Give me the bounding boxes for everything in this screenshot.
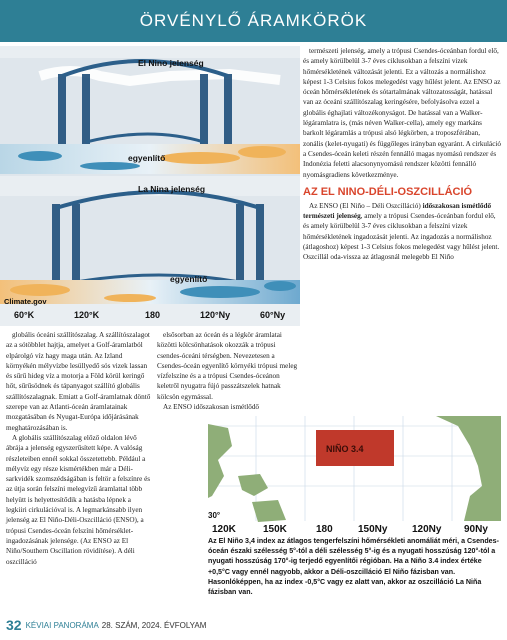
magazine-name: KÉVIAI PANORÁMA [25,620,99,630]
fig2-tick-lat: 30° [208,511,221,520]
fig1-tick-120k: 120°K [74,310,100,320]
col1-paragraph-1: globális óceáni szállítószalag. A szállítószalagot az a sótöbblet hajtja, amelyet a Golf-áramlatból elpárolgó víz hagy maga után. Az Izland környékén mélyvízbe lesüllyedő sós vizek lassan és sűrű hideg víz a motorja a Föld körül keringő hőt, sűrűsödnek és tápanyagot szállító globális szállítószalagnak. Emiatt a Golf-áramlatnak döntő szerepe van az Atlanti-óceán áramlatainak mozgatásában és Nyugat-Európa időjárásának meghatározásában is. [6,331,151,432]
page-title: ÖRVÉNYLŐ ÁRAMKÖRÖK [139,11,368,30]
el-nino-la-nina-figure [0,46,300,326]
equator-label-2: egyenlítő [170,274,208,284]
fig2-tick-120ny: 120Ny [412,524,442,534]
fig2-tick-120k: 120K [212,524,236,534]
right-column-text [303,46,501,263]
figure-caption: Az El Niño 3,4 index az átlagos tengerfelszíni hőmérsékleti anomáliát méri, a Csendes-óceán északi szélesség 5°-tól a déli szélesség 5°-ig és a nyugati hosszúság 120°-tól a nyugati hosszúság 170°-ig terjedő egyenlítői régióban. Ha a Niño 3.4 index értéke +0,5°C vagy ennél nagyobb, akkor a Déli-oszcilláció El Niño fázisban van. Hasonlóképpen, ha az index -0,5°C vagy ez alatt van, akkor az oszcilláció La Niña fázisban van. [208,537,499,597]
issue-info: 28. SZÁM, 2024. ÉVFOLYAM [101,620,207,630]
col2-paragraph-1: elsősorban az óceán és a légkör áramlatai közötti kölcsönhatások okozzák a trópusi csendes-óceáni térségben. Nevezetesen a Csendes-óceán egyenlítő környéki trópusi meleg vízfelszíne és a a trópusi Csendes-óceánon keletről nyugatra fújó passzátszelek hatnak kölcsön egymással. [157,331,298,401]
fig2-tick-180: 180 [316,524,333,534]
left-column-text [6,330,151,567]
p2-text-c: , amely a trópusi Csendes-óceánban fordul elő, és amely körülbelül 3-7 éves ciklusokban a felszíni vizek hőmérsékletének ingadozását jelenti. Az ingadozás a normálishoz (átlagoshoz) képest 1-3 Celsius fokos melegedést vagy hűlést jelent. Oszcillál oda-vissza az átlagosnál melegebb El Niño [303,212,500,262]
page-number: 32 [6,617,22,633]
page-header [0,0,507,42]
middle-column-text [157,330,300,412]
right-paragraph-1: természeti jelenség, amely a trópusi Csendes-óceánban fordul elő, és amely körülbelül 3-7 éves ciklusokban a felszíni vizek hőmérsékletének változását jelenti. Ez a változás a normálishoz képest 1-3 Celsius fokos melegedést vagy hűlést jelent. Az ENSO az óceán hőmérsékletének és sótartalmának változatosságát, hatással van az óceáni szállítószalag keringésére, befolyásolva ezzel a globális éghajlati változékonyságot. De hatással van a Walker-légáramlatra is, (más néven Walker-cella), amely egy markáns barkolt légáramlás a trópusi alsó légkörben, a troposzférában, zonális (kelet-nyugati) és függőleges irányban egyaránt. A cirkuláció a Csendes-óceán keleti részén fennálló magas nyomású rendszer és Indonézia feletti alacsonynyomású rendszer közötti fennálló nyomásgradiens következménye. [303,47,501,179]
fig1-tick-180: 180 [145,310,161,320]
la-nina-label: La Nina jelenség [138,184,206,194]
nino34-box-label: NIÑO 3.4 [326,444,364,454]
fig2-tick-150k: 150K [263,524,287,534]
page-footer [6,617,206,633]
section-heading: AZ EL NINO-DÉLI-OSZCILLÁCIÓ [303,185,473,198]
p2-text-a: Az ENSO (El Niño – Déli Oszcilláció) [309,201,423,210]
p2-text-bold: időszakosan ismétlődő természeti jelenség [303,201,492,221]
right-paragraph-2 [303,201,501,263]
el-nino-label: El Nino jelenség [138,58,204,68]
fig2-tick-150ny: 150Ny [358,524,388,534]
source-label: Climate.gov [4,297,47,306]
fig1-tick-60ny: 60°Ny [260,310,286,320]
equator-label-1: egyenlítő [128,153,166,163]
col1-paragraph-2: A globális szállítószalag előző oldalon lévő ábrája a jelenség egyszerűsített képe. A valóság részleteiben ennél sokkal összetettebb. Például a mélyvíz egy része kismértékben már a Déli-sarkvidék szomszédságában is feltör a felszínre és az útja során felszíni melegvízű áramlattal több helyütt is helyettesítődik a hatásba lépnek a legkiiri cirkulációval is. A legmarkánsabb ilyen jelenség az El Niño-Déli-Oszcilláció (ENSO), a trópusi Csendes-óceán felszíni hőmérséklet-ingadozásának jelensége. (Az ENSO az El Niño/Southern Oscillation rövidítése). A déli oszcilláció [6,433,151,566]
nino34-map [208,416,501,534]
col2-paragraph-2: Az ENSO időszakosan ismétlődő [163,403,260,412]
fig1-tick-60k: 60°K [14,310,35,320]
fig1-tick-120ny: 120°Ny [200,310,231,320]
fig2-tick-90ny: 90Ny [464,524,488,534]
